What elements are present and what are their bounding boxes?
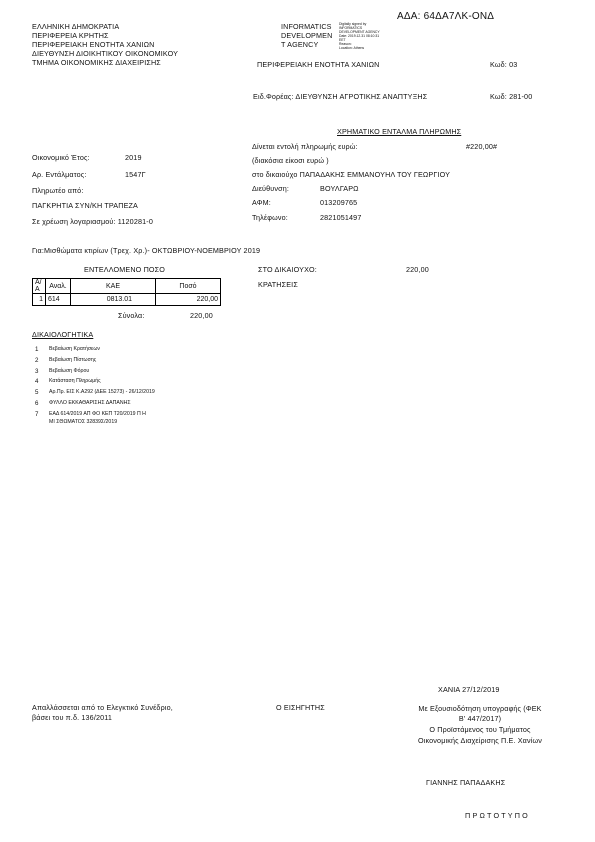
table-header-row [33,279,221,294]
issuer-line: ΤΜΗΜΑ ΟΙΚΟΝΟΜΙΚΗΣ ΔΙΑΧΕΙΡΙΣΗΣ [32,57,161,67]
stamp-detail: Digitally signed by [339,22,367,26]
signature-stamp [281,22,332,49]
authorization-line: Οικονομικής Διαχείρισης Π.Ε. Χανίων [418,736,542,745]
col-kae-header: ΚΑΕ [71,279,156,294]
item-text: Αρ.Πρ. ΕΙΣ Κ.Α292 (ΔΕΕ 15273) - 26/12/2019 [49,389,155,396]
payable-label: Πληρωτέο από: [32,186,84,195]
item-number: 5 [35,389,39,397]
stamp-detail: EET [339,38,346,42]
cell-anal: 614 [46,294,71,306]
cell-kae: 0813.01 [71,294,156,306]
beneficiary-line: στο δικαιούχο ΠΑΠΑΔΑΚΗΣ ΕΜΜΑΝΟΥΗΛ ΤΟΥ ΓΕΩΡΓΙΟΥ [252,170,451,179]
list-item [35,419,155,430]
list-item [35,378,155,389]
deductions-label: ΚΡΑΤΗΣΕΙΣ [258,280,298,289]
authorization-line: Με Εξουσιοδότηση υπογραφής (ΦΕΚ [418,704,542,713]
item-text: ΕΑΔ 614/2019 ΑΠ ΦΟ ΚΕΠ Τ20/2019 Π Η [49,410,146,417]
authorization-block [380,703,580,746]
cell-amount: 220,00 [156,294,221,306]
afm-label: ΑΦΜ: [252,198,271,207]
order-no-label: Αρ. Εντάλματος: [32,170,87,179]
list-item [35,368,155,379]
item-text: ΜΙ ΣΘΩΜΑΤΟΣ 32839Σ/2019 [49,418,118,425]
audit-line: βάσει του π.δ. 136/2011 [32,713,113,722]
col-amount-header: Ποσό [156,279,221,294]
item-number: 1 [35,346,39,353]
stamp-line: INFORMATICS [281,22,332,31]
issuer-line: ΠΕΡΙΦΕΡΕΙΑ ΚΡΗΤΗΣ [32,30,109,40]
issuer-line: ΠΕΡΙΦΕΡΕΙΑΚΗ ΕΝΟΤΗΤΑ ΧΑΝΙΩΝ [32,39,155,49]
beneficiary-amount-label: ΣΤΟ ΔΙΚΑΙΟΥΧΟ: [258,265,317,274]
phone-value: 2821051497 [320,213,362,222]
payment-text: Δίνεται εντολή πληρωμής ευρώ: [252,142,358,151]
item-number: 7 [35,410,39,418]
special-body-code: Κωδ: 281-00 [490,92,533,101]
authorization-line: Β' 447/2017) [458,714,502,723]
documents-title: ΔΙΚΑΙΟΛΟΓΗΤΙΚΑ [32,330,94,339]
phone-label: Τηλέφωνο: [252,213,288,222]
bank-name: ΠΑΓΚΡΗΤΙΑ ΣΥΝ/ΚΗ ΤΡΑΠΕΖΑ [32,201,138,210]
ordered-amount-title: ΕΝΤΕΛΛΟΜΕΝΟ ΠΟΣΟ [84,265,165,274]
audit-line: Απαλλάσσεται από το Ελεγκτικό Συνέδριο, [32,703,173,712]
authorization-line: Ο Προϊστάμενος του Τμήματος [429,725,531,734]
item-text: Βεβαίωση Κρατήσεων [49,346,100,352]
payment-reason: Για:Μισθώματα κτιρίων (Τρεχ. Χρ.)- ΟΚΤΩΒΡΙΟΥ-ΝΟΕΜΒΡΙΟΥ 2019 [32,246,261,255]
item-number: 3 [35,367,39,375]
stamp-detail: Location: Athens [339,46,365,50]
place-date: ΧΑΝΙΑ 27/12/2019 [438,685,500,694]
ordered-amount-table [32,278,221,306]
original-mark: Π Ρ Ω Τ Ο Τ Υ Π Ο [465,811,528,820]
amount-words: (διακόσια είκοσι ευρώ ) [252,156,329,165]
issuer-line: ΔΙΕΥΘΥΝΣΗ ΔΙΟΙΚΗΤΙΚΟΥ ΟΙΚΟΝΟΜΙΚΟΥ [32,48,179,58]
order-title: ΧΡΗΜΑΤΙΚΟ ΕΝΤΑΛΜΑ ΠΛΗΡΩΜΗΣ [337,127,462,136]
item-number: 2 [35,356,39,364]
col-aa-header: Α/Α [33,279,46,294]
item-text: Βεβαίωση Φόρου [49,367,90,374]
order-no-value: 1547Γ [125,170,146,179]
account-line: Σε χρέωση λογαριασμού: 1120281-0 [32,217,153,226]
list-item [35,400,155,411]
stamp-line: T AGENCY [281,40,319,49]
regional-unit: ΠΕΡΙΦΕΡΕΙΑΚΗ ΕΝΟΤΗΤΑ ΧΑΝΙΩΝ [257,60,380,69]
fiscal-year-label: Οικονομικό Έτος: [32,153,90,162]
stamp-detail: DEVELOPMENT AGENCY [339,30,380,34]
item-text: Κατάσταση Πληρωμής [49,378,101,385]
total-value: 220,00 [190,311,213,320]
list-item [35,357,155,368]
list-item [35,411,155,419]
audit-exemption [32,703,173,723]
item-text: Βεβαίωση Πίστωσης [49,356,97,363]
stamp-detail: Date: 2019.12.31 08:10:31 [339,34,380,38]
special-body: Ειδ.Φορέας: ΔΙΕΥΘΥΝΣΗ ΑΓΡΟΤΙΚΗΣ ΑΝΑΠΤΥΞΗΣ [253,92,428,101]
cell-aa: 1 [33,294,46,306]
col-anal-header: Αναλ. [46,279,71,294]
item-number: 6 [35,399,39,407]
list-item [35,389,155,400]
signatory-name: ΓΙΑΝΝΗΣ ΠΑΠΑΔΑΚΗΣ [426,778,506,787]
address-value: ΒΟΥΛΓΑΡΩ [320,184,359,193]
item-text: ΦΥΛΛΟ ΕΚΚΑΘΑΡΙΣΗΣ ΔΑΠΑΝΗΣ [49,399,131,406]
issuer-line: ΕΛΛΗΝΙΚΗ ΔΗΜΟΚΡΑΤΙΑ [32,22,120,31]
documents-list [35,346,155,430]
fiscal-year-value: 2019 [125,153,142,162]
amount-numeric: #220,00# [466,142,498,151]
table-row [33,294,221,306]
address-label: Διεύθυνση: [252,184,289,193]
rapporteur: Ο ΕΙΣΗΓΗΤΗΣ [276,703,325,712]
stamp-line: DEVELOPMEN [281,31,333,40]
total-label: Σύνολα: [118,311,145,320]
unit-code: Κωδ: 03 [490,60,518,69]
ada-number: ΑΔΑ: 64ΔΑ7ΛΚ-ΟΝΔ [397,11,495,22]
issuer-block [32,23,178,68]
beneficiary-amount-value: 220,00 [406,265,429,274]
stamp-detail: INFORMATICS [339,26,363,30]
list-item [35,346,155,357]
stamp-details [339,22,380,50]
item-number [35,419,49,430]
stamp-detail: Reason: [339,42,352,46]
item-number: 4 [35,378,39,386]
afm-value: 013209765 [320,198,358,207]
